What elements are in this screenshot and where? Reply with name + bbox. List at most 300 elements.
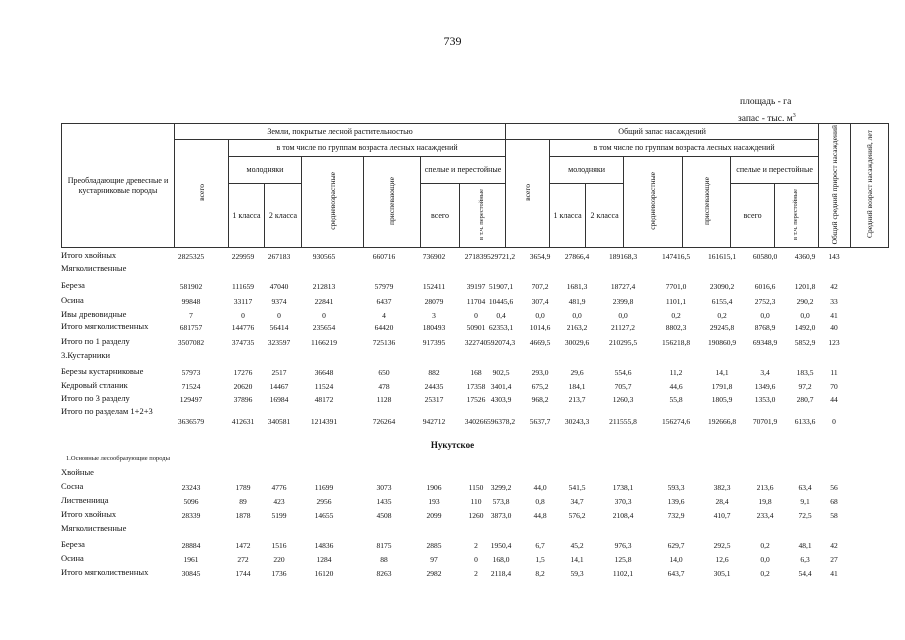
table-cell: 30029,6 (564, 338, 590, 347)
table-cell: 2108,4 (612, 511, 634, 520)
table-cell: 0,0 (760, 311, 770, 320)
table-cell: 541,5 (568, 483, 586, 492)
table-cell: 675,2 (531, 382, 549, 391)
table-cell: 2825325 (177, 252, 205, 261)
table-cell: 593,3 (667, 483, 685, 492)
table-cell: 24435 (424, 382, 444, 391)
row-label: Осина (61, 553, 84, 563)
table-cell: 576,2 (568, 511, 586, 520)
table-cell: 19,8 (758, 497, 772, 506)
table-cell: 156274,6 (661, 417, 691, 426)
table-cell: 3073 (376, 483, 392, 492)
table-cell: 48,1 (798, 541, 812, 550)
lands-total-header: всего (175, 140, 229, 248)
table-cell: 5852,9 (794, 338, 816, 347)
lands-young-header: молодняки (229, 157, 302, 184)
table-cell: 2099 (426, 511, 442, 520)
table-cell: 47040 (269, 282, 289, 291)
table-cell: 11699 (314, 483, 334, 492)
table-cell: 0,8 (535, 497, 545, 506)
table-cell: 592074,3 (486, 338, 516, 347)
table-cell: 168 (470, 368, 482, 377)
table-row (0, 481, 905, 494)
table-cell: 968,2 (531, 395, 549, 404)
lands-class1-header: 1 класса (229, 184, 265, 248)
table-cell: 1492,0 (794, 323, 816, 332)
table-cell: 2 (474, 569, 478, 578)
table-cell: 235654 (312, 323, 336, 332)
row-label: Береза (61, 539, 85, 549)
table-cell: 97 (430, 555, 438, 564)
table-cell: 11704 (466, 297, 486, 306)
table-cell: 33 (830, 297, 838, 306)
table-cell: 1805,9 (711, 395, 733, 404)
table-cell: 643,7 (667, 569, 685, 578)
table-cell: 14,1 (570, 555, 584, 564)
table-cell: 0 (474, 311, 478, 320)
table-cell: 705,7 (614, 382, 632, 391)
table-cell: 3636579 (177, 417, 205, 426)
stock-age-groups-header: в том числе по группам возраста лесных насаждений (550, 140, 819, 157)
table-cell: 11,2 (669, 368, 683, 377)
table-row (0, 263, 905, 276)
table-cell: 267183 (267, 252, 291, 261)
table-cell: 27 (830, 555, 838, 564)
lands-mature-header: спелые и перестойные (421, 157, 506, 184)
table-cell: 7 (189, 311, 193, 320)
table-row (0, 366, 905, 379)
table-cell: 0 (832, 417, 836, 426)
table-cell: 272 (237, 555, 249, 564)
table-cell: 1353,0 (754, 395, 776, 404)
table-cell: 726264 (372, 417, 396, 426)
table-cell: 290,2 (796, 297, 814, 306)
table-row (0, 415, 905, 428)
stock-mature-total-header: всего (731, 184, 775, 248)
table-cell: 9374 (271, 297, 287, 306)
table-cell: 0,2 (671, 311, 681, 320)
table-cell: 60580,0 (752, 252, 778, 261)
lands-overmature-header: в т.ч. перестойные (460, 184, 506, 248)
table-cell: 554,6 (614, 368, 632, 377)
table-cell: 1260 (468, 511, 484, 520)
stock-young-header: молодняки (550, 157, 624, 184)
table-cell: 4 (382, 311, 386, 320)
table-cell: 25317 (424, 395, 444, 404)
table-cell: 4303,9 (490, 395, 512, 404)
table-cell: 292,5 (713, 541, 731, 550)
stock-mature-header: спелые и перестойные (731, 157, 819, 184)
table-cell: 88 (380, 555, 388, 564)
table-cell: 478 (378, 382, 390, 391)
lands-mature-total-header: всего (421, 184, 460, 248)
table-cell: 323597 (267, 338, 291, 347)
table-cell: 156218,8 (661, 338, 691, 347)
table-cell: 63,4 (798, 483, 812, 492)
table-cell: 152411 (422, 282, 446, 291)
table-cell: 1214391 (310, 417, 338, 426)
table-cell: 33117 (233, 297, 253, 306)
table-cell: 902,5 (492, 368, 510, 377)
table-cell: 307,4 (531, 297, 549, 306)
table-cell: 271839 (464, 252, 488, 261)
table-cell: 1150 (468, 483, 484, 492)
table-cell: 6155,4 (711, 297, 733, 306)
table-cell: 4508 (376, 511, 392, 520)
table-cell: 681757 (179, 323, 203, 332)
table-cell: 34,7 (570, 497, 584, 506)
table-cell: 0,0 (800, 311, 810, 320)
table-cell: 707,2 (531, 282, 549, 291)
row-label: 3.Кустарники (61, 350, 111, 360)
table-cell: 0 (277, 311, 281, 320)
table-cell: 123 (828, 338, 840, 347)
stock-overmature-header: в т.ч. перестойные (775, 184, 819, 248)
table-cell: 8175 (376, 541, 392, 550)
row-label: Сосна (61, 481, 84, 491)
table-cell: 57979 (374, 282, 394, 291)
table-cell: 1102,1 (612, 569, 634, 578)
stock-class2-header: 2 класса (586, 184, 624, 248)
table-cell: 27866,4 (564, 252, 590, 261)
table-cell: 233,4 (756, 511, 774, 520)
table-cell: 111659 (232, 282, 254, 291)
table-cell: 213,7 (568, 395, 586, 404)
table-cell: 0,0 (760, 555, 770, 564)
table-cell: 21127,2 (610, 323, 636, 332)
table-cell: 1738,1 (612, 483, 634, 492)
table-cell: 0,2 (717, 311, 727, 320)
row-label: Итого хвойных (61, 509, 117, 519)
table-cell: 976,3 (614, 541, 632, 550)
table-cell: 30845 (181, 569, 201, 578)
table-cell: 56 (830, 483, 838, 492)
table-cell: 374735 (231, 338, 255, 347)
table-cell: 1128 (376, 395, 392, 404)
table-cell: 2517 (271, 368, 287, 377)
table-cell: 732,9 (667, 511, 685, 520)
table-cell: 1349,6 (754, 382, 776, 391)
table-cell: 917395 (422, 338, 446, 347)
table-cell: 6133,6 (794, 417, 816, 426)
area-unit: площадь - га (740, 97, 792, 107)
table-row (0, 295, 905, 308)
table-cell: 28339 (181, 511, 201, 520)
table-row (0, 393, 905, 406)
table-cell: 573,8 (492, 497, 510, 506)
table-cell: 1736 (271, 569, 287, 578)
table-cell: 8802,3 (665, 323, 687, 332)
table-cell: 89 (239, 497, 247, 506)
table-cell: 29245,8 (709, 323, 735, 332)
table-cell: 40 (830, 323, 838, 332)
table-cell: 211555,8 (609, 417, 637, 426)
table-cell: 930565 (312, 252, 336, 261)
table-cell: 41 (830, 569, 838, 578)
table-cell: 45,2 (570, 541, 584, 550)
table-cell: 147416,5 (661, 252, 691, 261)
table-cell: 16984 (269, 395, 289, 404)
table-cell: 51907,1 (488, 282, 514, 291)
table-cell: 6,7 (535, 541, 545, 550)
table-cell: 18727,4 (610, 282, 636, 291)
table-cell: 3,4 (760, 368, 770, 377)
table-cell: 36648 (314, 368, 334, 377)
table-cell: 4776 (271, 483, 287, 492)
row-label: Ивы древовидные (61, 309, 127, 319)
table-cell: 1516 (271, 541, 287, 550)
table-cell: 193 (428, 497, 440, 506)
table-cell: 1,5 (535, 555, 545, 564)
species-header: Преобладающие древесные и кустарниковые породы (62, 124, 175, 248)
row-label: Осина (61, 295, 84, 305)
growth-header: Общий средний прирост насаждений (819, 124, 851, 248)
table-cell: 650 (378, 368, 390, 377)
table-cell: 143 (828, 252, 840, 261)
table-cell: 5637,7 (529, 417, 551, 426)
table-cell: 2 (474, 541, 478, 550)
page-number: 739 (443, 34, 462, 48)
table-cell: 660716 (372, 252, 396, 261)
table-row (0, 350, 905, 363)
table-cell: 3 (432, 311, 436, 320)
table-cell: 382,3 (713, 483, 731, 492)
table-cell: 180493 (422, 323, 446, 332)
table-cell: 168,0 (492, 555, 510, 564)
table-cell: 412631 (231, 417, 255, 426)
table-cell: 0 (322, 311, 326, 320)
table-cell: 5199 (271, 511, 287, 520)
row-label: Итого мягколиственных (61, 567, 149, 577)
table-cell: 184,1 (568, 382, 586, 391)
table-cell: 54,4 (798, 569, 812, 578)
table-cell: 8768,9 (754, 323, 776, 332)
table-cell: 0 (474, 555, 478, 564)
table-cell: 3299,2 (490, 483, 512, 492)
table-cell: 14467 (269, 382, 289, 391)
table-cell: 42 (830, 541, 838, 550)
table-cell: 68 (830, 497, 838, 506)
table-cell: 0,0 (618, 311, 628, 320)
table-cell: 37896 (233, 395, 253, 404)
table-row (0, 321, 905, 334)
table-row (0, 523, 905, 536)
table-cell: 59,3 (570, 569, 584, 578)
table-cell: 23090,2 (709, 282, 735, 291)
table-cell: 220 (273, 555, 285, 564)
table-cell: 129497 (179, 395, 203, 404)
table-cell: 14,1 (715, 368, 729, 377)
table-cell: 725136 (372, 338, 396, 347)
table-cell: 16120 (314, 569, 334, 578)
table-cell: 210295,5 (608, 338, 638, 347)
table-cell: 6,3 (800, 555, 810, 564)
table-cell: 370,3 (614, 497, 632, 506)
table-cell: 64420 (374, 323, 394, 332)
table-cell: 192666,8 (707, 417, 737, 426)
table-cell: 340266 (464, 417, 488, 426)
table-row (0, 553, 905, 566)
table-row (0, 495, 905, 508)
table-cell: 20620 (233, 382, 253, 391)
table-cell: 17358 (466, 382, 486, 391)
table-cell: 2163,2 (566, 323, 588, 332)
table-cell: 1681,3 (566, 282, 588, 291)
table-cell: 2399,8 (612, 297, 634, 306)
table-cell: 3507082 (177, 338, 205, 347)
table-cell: 69348,9 (752, 338, 778, 347)
table-cell: 229959 (231, 252, 255, 261)
table-cell: 9,1 (800, 497, 810, 506)
table-cell: 14,0 (669, 555, 683, 564)
table-cell: 10445,6 (488, 297, 514, 306)
table-cell: 50901 (466, 323, 486, 332)
table-cell: 44,8 (533, 511, 547, 520)
table-row (0, 380, 905, 393)
table-cell: 44 (830, 395, 838, 404)
table-cell: 1906 (426, 483, 442, 492)
table-cell: 4360,9 (794, 252, 816, 261)
stock-middle-header: средневозрастные (624, 157, 683, 248)
table-cell: 29,6 (570, 368, 584, 377)
table-cell: 6437 (376, 297, 392, 306)
table-cell: 305,1 (713, 569, 731, 578)
table-cell: 2752,3 (754, 297, 776, 306)
table-cell: 14655 (314, 511, 334, 520)
table-cell: 56414 (269, 323, 289, 332)
table-cell: 581902 (179, 282, 203, 291)
table-cell: 0,2 (760, 541, 770, 550)
table-cell: 23243 (181, 483, 201, 492)
table-cell: 55,8 (669, 395, 683, 404)
lands-maturing-header: приспевающие (364, 157, 421, 248)
table-cell: 28,4 (715, 497, 729, 506)
table-row (0, 336, 905, 349)
table-cell: 1472 (235, 541, 251, 550)
table-cell: 97,2 (798, 382, 812, 391)
section-subtitle: 1.Основные лесообразующие породы (66, 455, 170, 462)
table-cell: 125,8 (614, 555, 632, 564)
table-cell: 596378,2 (486, 417, 516, 426)
table-cell: 736902 (422, 252, 446, 261)
table-cell: 0,0 (572, 311, 582, 320)
table-cell: 213,6 (756, 483, 774, 492)
lands-header: Земли, покрытые лесной растительностью (175, 124, 506, 140)
row-label: Итого по 1 разделу (61, 336, 130, 346)
table-row (0, 467, 905, 480)
volume-unit: запас - тыс. $м^3$ (738, 113, 796, 125)
table-cell: 0 (241, 311, 245, 320)
row-label: Итого по 3 разделу (61, 393, 130, 403)
table-row (0, 567, 905, 580)
table-cell: 3401,4 (490, 382, 512, 391)
table-cell: 62353,1 (488, 323, 514, 332)
table-cell: 629,7 (667, 541, 685, 550)
table-cell: 322740 (464, 338, 488, 347)
stock-header: Общий запас насаждений (506, 124, 819, 140)
row-label: Березы кустарниковые (61, 366, 144, 376)
table-cell: 30243,3 (564, 417, 590, 426)
table-cell: 1744 (235, 569, 251, 578)
table-cell: 423 (273, 497, 285, 506)
row-label: Хвойные (61, 467, 94, 477)
table-cell: 183,5 (796, 368, 814, 377)
table-cell: 293,0 (531, 368, 549, 377)
table-cell: 529721,2 (486, 252, 516, 261)
table-row (0, 250, 905, 263)
stock-class1-header: 1 класса (550, 184, 586, 248)
table-cell: 1260,3 (612, 395, 634, 404)
table-cell: 1014,6 (529, 323, 551, 332)
row-label: Мягколиственные (61, 263, 127, 273)
table-row (0, 509, 905, 522)
row-label: Итого хвойных (61, 250, 117, 260)
row-label: Кедровый стланик (61, 380, 128, 390)
table-cell: 72,5 (798, 511, 812, 520)
table-cell: 22841 (314, 297, 334, 306)
table-cell: 17526 (466, 395, 486, 404)
table-cell: 3654,9 (529, 252, 551, 261)
table-row (0, 280, 905, 293)
table-cell: 3873,0 (490, 511, 512, 520)
table-cell: 11 (830, 368, 838, 377)
table-cell: 882 (428, 368, 440, 377)
table-cell: 1789 (235, 483, 251, 492)
stock-total-header: всего (506, 140, 550, 248)
age-header: Средний возраст насаждений, лет (851, 124, 889, 248)
table-cell: 1950,4 (490, 541, 512, 550)
table-cell: 70701,9 (752, 417, 778, 426)
table-cell: 942712 (422, 417, 446, 426)
table-cell: 190860,9 (707, 338, 737, 347)
table-cell: 144776 (231, 323, 255, 332)
table-cell: 14836 (314, 541, 334, 550)
table-cell: 8263 (376, 569, 392, 578)
lands-age-groups-header: в том числе по группам возраста лесных насаждений (229, 140, 506, 157)
table-cell: 1878 (235, 511, 251, 520)
table-header (61, 123, 889, 248)
table-cell: 110 (470, 497, 482, 506)
table-cell: 4669,5 (529, 338, 551, 347)
table-cell: 212813 (312, 282, 336, 291)
table-cell: 39197 (466, 282, 486, 291)
table-cell: 189168,3 (608, 252, 638, 261)
table-row (0, 539, 905, 552)
table-cell: 71524 (181, 382, 201, 391)
table-cell: 57973 (181, 368, 201, 377)
table-cell: 99848 (181, 297, 201, 306)
table-cell: 11524 (314, 382, 334, 391)
table-cell: 44,0 (533, 483, 547, 492)
lands-middle-header: средневозрастные (302, 157, 364, 248)
table-cell: 2982 (426, 569, 442, 578)
stock-maturing-header: приспевающие (683, 157, 731, 248)
table-cell: 340581 (267, 417, 291, 426)
table-cell: 41 (830, 311, 838, 320)
table-cell: 6016,6 (754, 282, 776, 291)
table-cell: 28884 (181, 541, 201, 550)
table-cell: 0,4 (496, 311, 506, 320)
table-cell: 8,2 (535, 569, 545, 578)
table-cell: 1435 (376, 497, 392, 506)
table-cell: 17276 (233, 368, 253, 377)
table-cell: 42 (830, 282, 838, 291)
table-cell: 0,2 (760, 569, 770, 578)
row-label: Береза (61, 280, 85, 290)
table-cell: 161615,1 (707, 252, 737, 261)
table-cell: 1101,1 (665, 297, 687, 306)
table-cell: 0,0 (535, 311, 545, 320)
